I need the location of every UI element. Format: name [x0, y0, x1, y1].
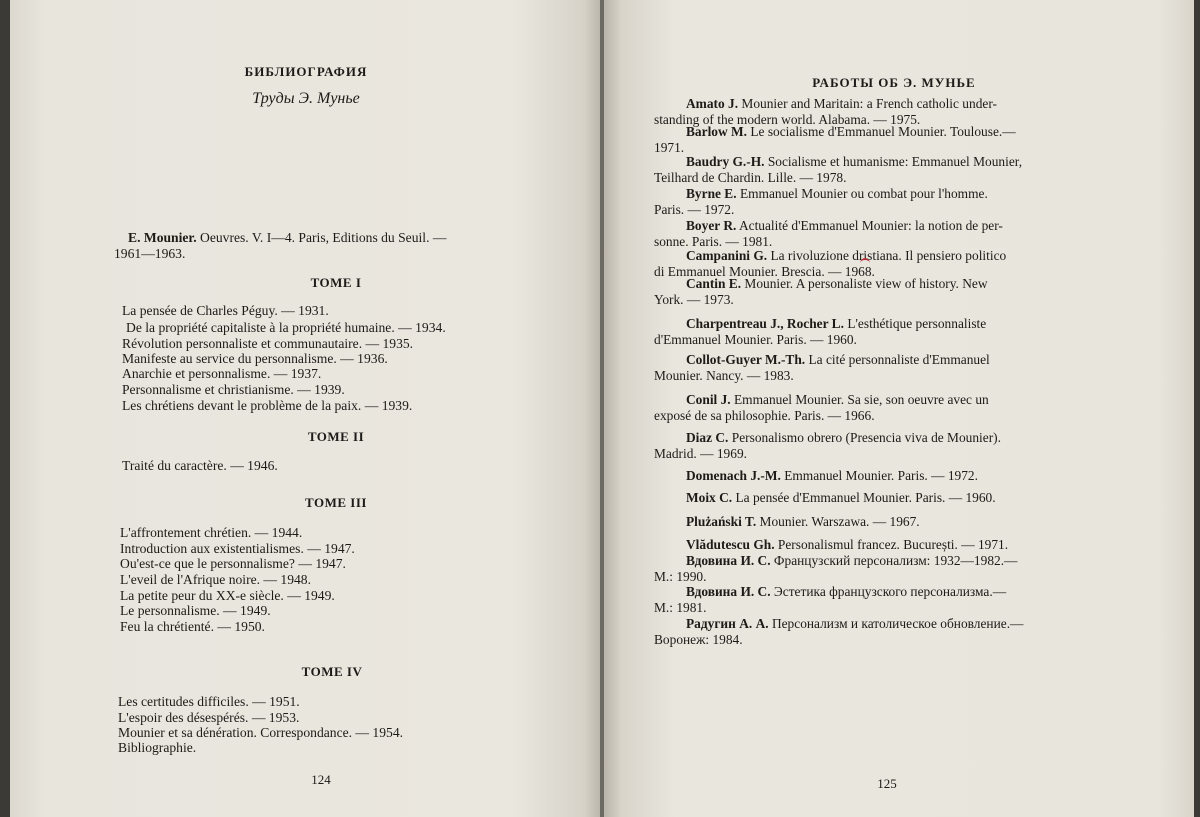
entry-author: Barlow M. [686, 124, 747, 139]
entry-author: Plużański T. [686, 514, 757, 529]
tome-4-title: TOME IV [301, 664, 363, 679]
entry-text: La cité personnaliste d'Emmanuel [805, 352, 990, 367]
entry-text-continued: Paris. — 1972. [654, 201, 735, 217]
entry-author: Moix C. [686, 490, 733, 505]
list-item: Le personnalisme. — 1949. [120, 603, 271, 618]
list-item: Introduction aux existentialismes. — 1947. [120, 541, 355, 556]
list-item: L'espoir des désespérés. — 1953. [118, 710, 300, 725]
entry-text-continued: sonne. Paris. — 1981. [654, 233, 773, 249]
entry-author: Вдовина И. С. [686, 584, 771, 599]
entry-text: Emmanuel Mounier. Paris. — 1972. [780, 468, 978, 483]
list-item [654, 186, 1114, 217]
list-item: Mounier et sa dénération. Correspondance. — 1954. [118, 725, 404, 740]
entry-text-continued: 1971. [654, 139, 685, 155]
entry-text: Эстетика французского персонализма.— [770, 584, 1007, 599]
entry-text: Mounier and Maritain: a French catholic under- [738, 96, 997, 111]
entry-text: La rivoluzione dristiana. Il pensiero politico [767, 248, 1007, 263]
list-item [654, 352, 1114, 383]
entry-author: Byrne E. [686, 186, 737, 201]
list-item: Ou'est-ce que le personnalisme? — 1947. [120, 556, 346, 571]
entry-text-continued: Воронеж: 1984. [654, 631, 743, 647]
list-item: Personnalisme et christianisme. — 1939. [122, 382, 345, 397]
page-heading: РАБОТЫ ОБ Э. МУНЬЕ [812, 75, 976, 90]
entry-text-continued: Teilhard de Chardin. Lille. — 1978. [654, 169, 847, 185]
list-item: Les certitudes difficiles. — 1951. [118, 694, 300, 709]
list-item [654, 430, 1114, 461]
page-subheading: Труды Э. Мунье [252, 90, 360, 107]
entry-text-continued: Madrid. — 1969. [654, 445, 747, 461]
entry-text: Mounier. Warszawa. — 1967. [756, 514, 920, 529]
entry-author: Amato J. [686, 96, 739, 111]
entry-text-continued: standing of the modern world. Alabama. — 1975. [654, 111, 921, 127]
list-item [654, 218, 1114, 249]
list-item [654, 553, 1114, 584]
page-heading: БИБЛИОГРАФИЯ [244, 64, 368, 79]
entry-text: Le socialisme d'Emmanuel Mounier. Toulouse.— [747, 124, 1016, 139]
list-item [654, 468, 1114, 484]
entry-author: Collot-Guyer M.-Th. [686, 352, 806, 367]
tome-2-title: TOME II [307, 429, 365, 444]
list-item [654, 514, 1114, 530]
list-item: Révolution personnaliste et communautaire. — 1935. [122, 336, 414, 351]
entry-text-continued: di Emmanuel Mounier. Brescia. — 1968. [654, 263, 875, 279]
entry-text: Emmanuel Mounier ou combat pour l'homme. [736, 186, 988, 201]
entry-text-continued: М.: 1981. [654, 599, 707, 615]
list-item: Manifeste au service du personnalisme. — 1936. [122, 351, 388, 366]
list-item [654, 537, 1114, 553]
entry-author: Vlădutescu Gh. [686, 537, 775, 552]
list-item: La pensée de Charles Péguy. — 1931. [122, 303, 329, 318]
entry-author: Conil J. [686, 392, 731, 407]
tome-3-title: TOME III [305, 495, 367, 510]
intro-text: Oeuvres. V. I—4. Paris, Editions du Seuil. — [196, 230, 447, 245]
list-item: Feu la chrétienté. — 1950. [120, 619, 265, 634]
entry-text: Personalismo obrero (Presencia viva de Mounier). [728, 430, 1001, 445]
list-item: Traité du caractère. — 1946. [122, 458, 278, 473]
entry-text-continued: York. — 1973. [654, 291, 734, 307]
entry-text: Personalismul francez. București. — 1971. [774, 537, 1009, 552]
left-page [10, 0, 602, 817]
tome-1-title: TOME I [310, 275, 362, 290]
list-item: Anarchie et personnalisme. — 1937. [122, 366, 322, 381]
entry-author: Вдовина И. С. [686, 553, 771, 568]
entry-text: Французский персонализм: 1932—1982.— [770, 553, 1018, 568]
list-item: L'eveil de l'Afrique noire. — 1948. [120, 572, 312, 587]
entry-author: Baudry G.-H. [686, 154, 765, 169]
intro-line-1 [128, 230, 446, 246]
list-item: La petite peur du XX-e siècle. — 1949. [120, 588, 335, 603]
entry-text: Mounier. A personaliste view of history. New [741, 276, 988, 291]
list-item [654, 96, 1114, 127]
entry-text: La pensée d'Emmanuel Mounier. Paris. — 1960. [732, 490, 996, 505]
right-page [604, 0, 1194, 817]
entry-author: Domenach J.-M. [686, 468, 781, 483]
list-item: L'affrontement chrétien. — 1944. [120, 525, 303, 540]
list-item [654, 124, 1114, 155]
list-item [654, 154, 1114, 185]
intro-line-2: 1961—1963. [114, 246, 186, 261]
entry-author: Cantin E. [686, 276, 742, 291]
entry-text-continued: exposé de sa philosophie. Paris. — 1966. [654, 407, 875, 423]
page-number: 124 [311, 772, 331, 787]
entry-author: Diaz C. [686, 430, 729, 445]
list-item: Les chrétiens devant le problème de la paix. — 1939. [122, 398, 413, 413]
entry-text: Actualité d'Emmanuel Mounier: la notion de per- [736, 218, 1003, 233]
intro-author: E. Mounier. [128, 230, 197, 245]
entry-author: Boyer R. [686, 218, 737, 233]
page-number: 125 [877, 776, 897, 791]
list-item: De la propriété capitaliste à la propriété humaine. — 1934. [126, 320, 446, 335]
list-item [654, 392, 1114, 423]
entry-author: Charpentreau J., Rocher L. [686, 316, 844, 331]
list-item [654, 316, 1114, 347]
entry-author: Радугин А. А. [686, 616, 769, 631]
entry-text: Персонализм и католическое обновление.— [768, 616, 1024, 631]
entry-text: L'esthétique personnaliste [843, 316, 987, 331]
entry-text: Emmanuel Mounier. Sa sie, son oeuvre avec un [730, 392, 989, 407]
entry-text: Socialisme et humanisme: Emmanuel Mounier, [764, 154, 1023, 169]
entry-text-continued: Mounier. Nancy. — 1983. [654, 367, 794, 383]
list-item [654, 276, 1114, 307]
list-item [654, 616, 1114, 647]
list-item: Bibliographie. [118, 740, 197, 755]
entry-text-continued: М.: 1990. [654, 568, 707, 584]
entry-text-continued: d'Emmanuel Mounier. Paris. — 1960. [654, 331, 857, 347]
entry-author: Campanini G. [686, 248, 768, 263]
ink-mark [860, 258, 870, 268]
list-item [654, 490, 1114, 506]
list-item [654, 584, 1114, 615]
list-item [654, 248, 1114, 279]
